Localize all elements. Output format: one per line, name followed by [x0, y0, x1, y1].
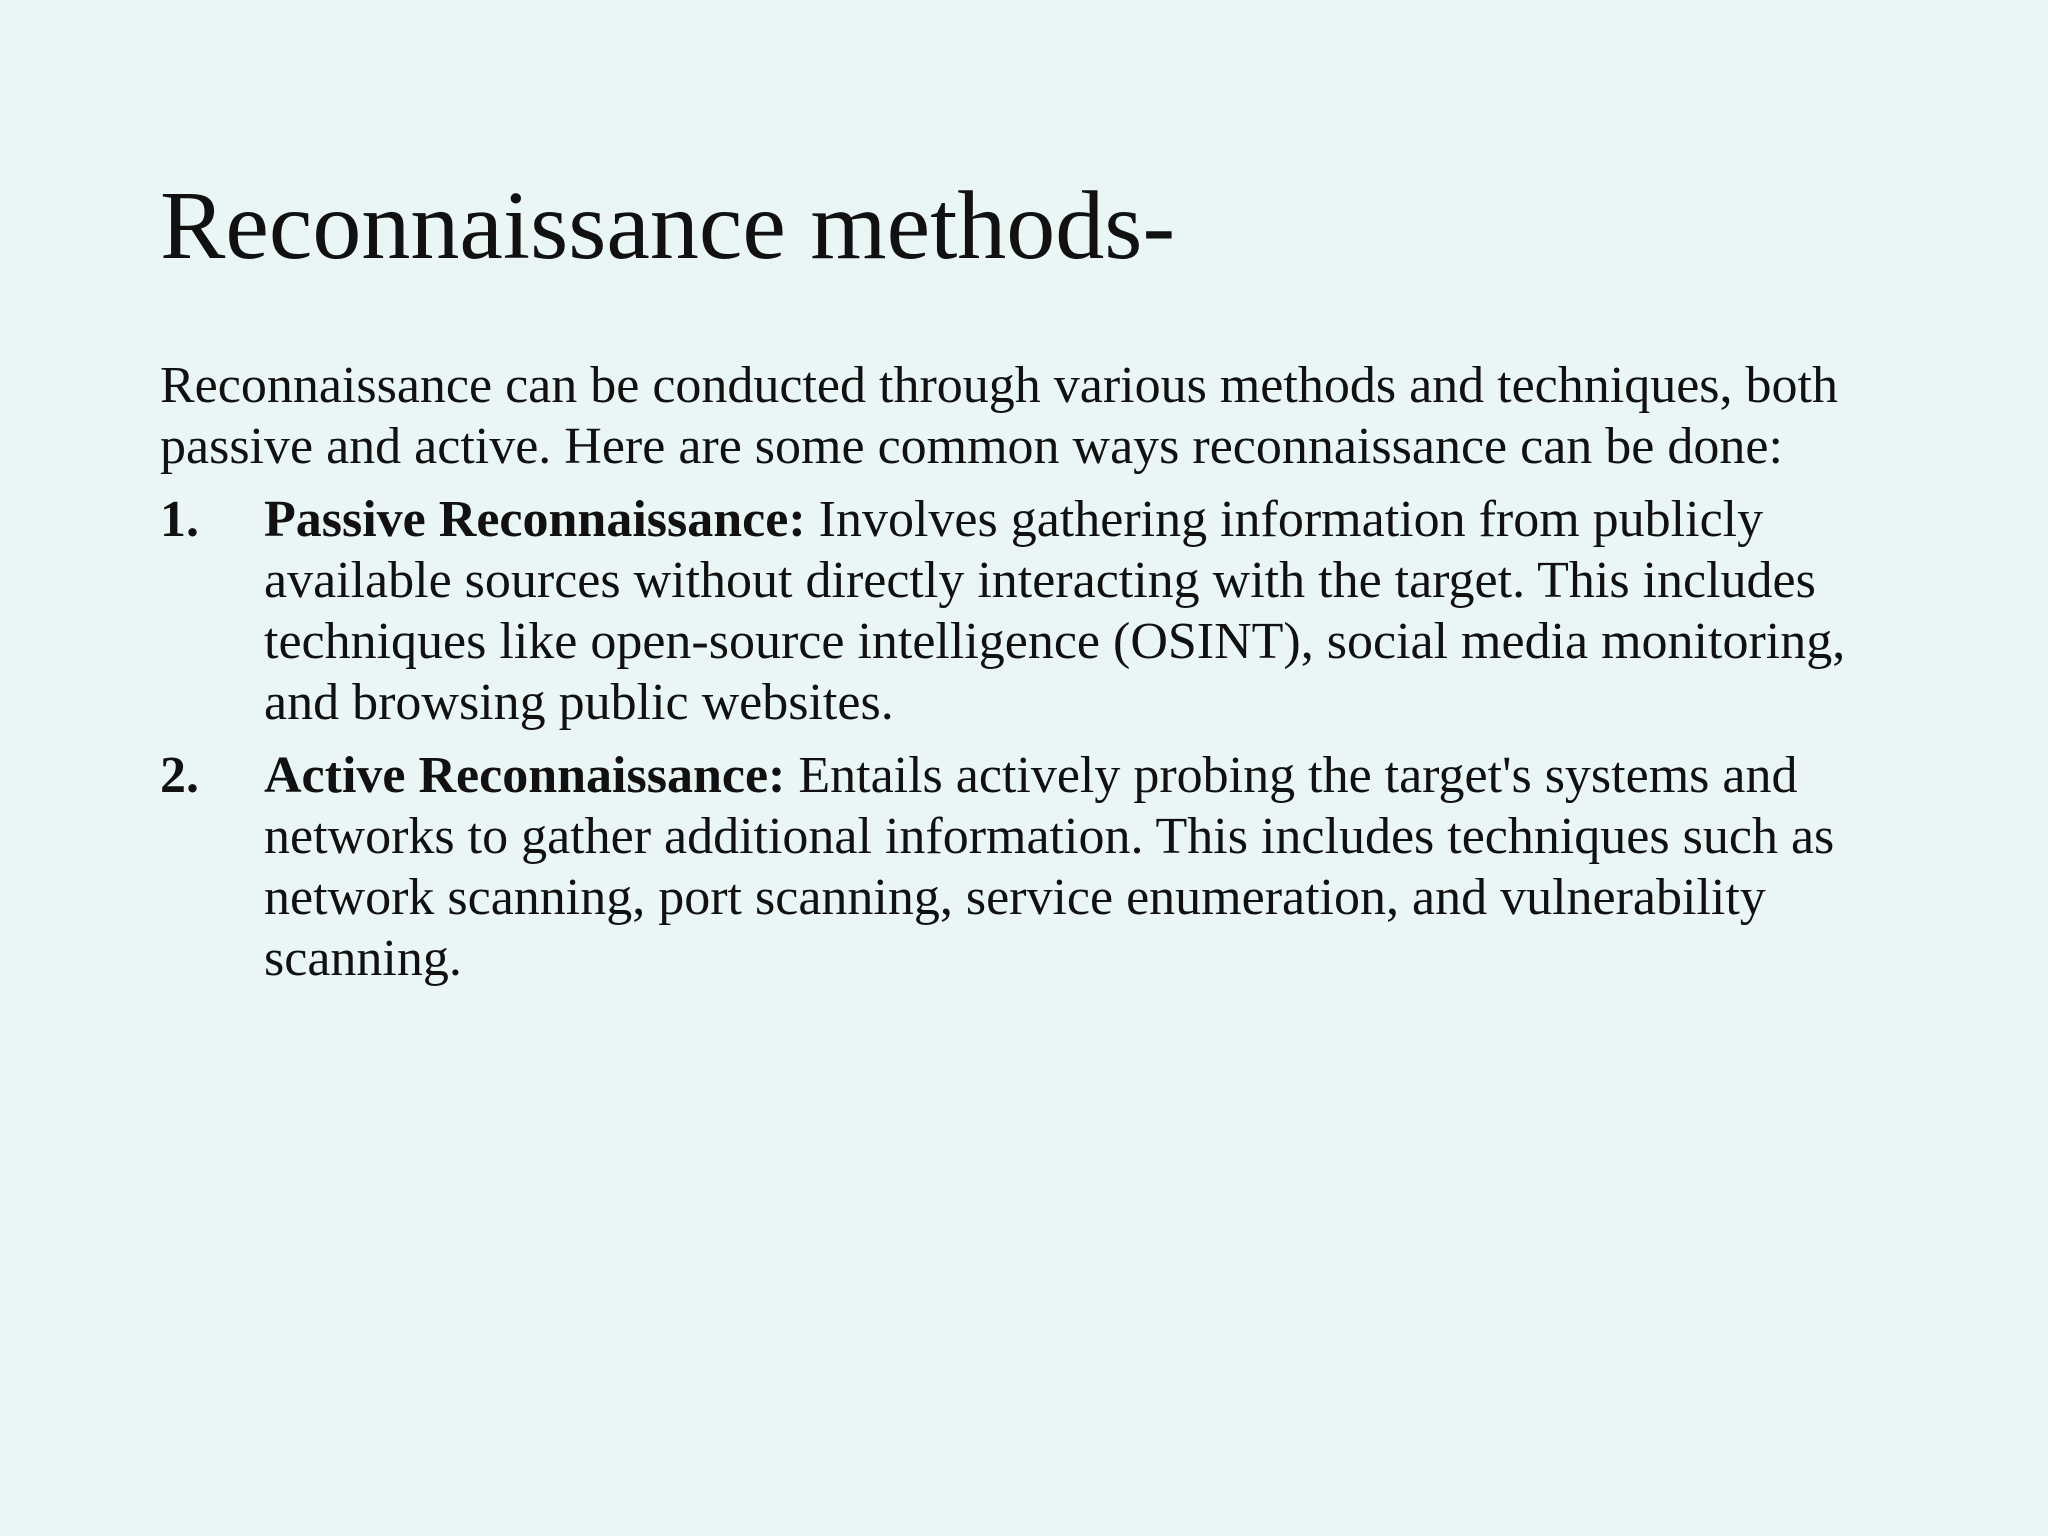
list-number: 2.: [160, 747, 199, 804]
list-text: Involves gathering information from publicly available sources without directly interacting with the target. This includes techniques like open-source intelligence (OSINT), social media monitoring, and browsing public websites.: [264, 491, 1846, 731]
list-item-passive: [160, 489, 1900, 733]
list-text: Entails actively probing the target's systems and networks to gather additional information. This includes techniques such as network scanning, port scanning, service enumeration, and vulnerability scanning.: [264, 747, 1835, 987]
slide-body: [160, 355, 1900, 1001]
list-number: 1.: [160, 491, 199, 548]
list-term: Passive Reconnaissance:: [264, 491, 806, 548]
list-term: Active Reconnaissance:: [264, 747, 786, 804]
intro-paragraph: Reconnaissance can be conducted through various methods and techniques, both passive and active. Here are some common ways reconnaissance can be done:: [160, 357, 1838, 475]
list-item-active: [160, 745, 1900, 989]
slide-title: Reconnaissance methods-: [160, 172, 1176, 280]
